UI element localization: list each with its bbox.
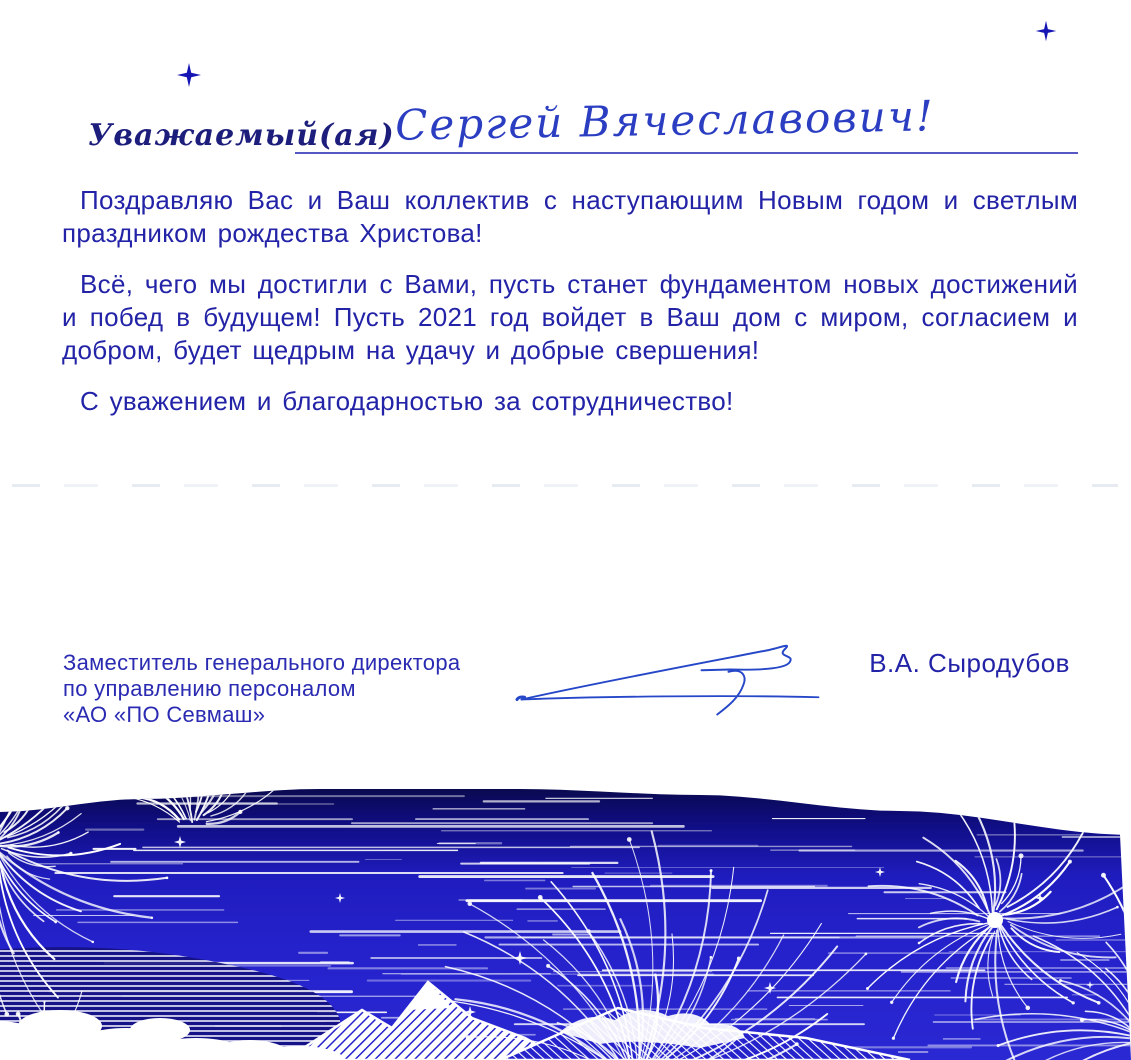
sparkle-star-icon xyxy=(1034,19,1058,43)
paragraph-wishes: Всё, чего мы достигли с Вами, пусть станет фундаментом новых достижений и побед в будущем! Пусть 2021 год войдет в Ваш дом с миром, согласием и добром, будет щедрым на удачу и добрые свершения! xyxy=(62,269,1078,365)
paragraph-gratitude: С уважением и благодарностью за сотрудничество! xyxy=(80,386,734,416)
handwritten-signature xyxy=(505,612,835,742)
greeting-prefix: Уважаемый(ая) xyxy=(88,118,395,153)
fireworks-illustration xyxy=(0,780,1131,1060)
letter-body xyxy=(62,184,1078,436)
sparkle-star-icon xyxy=(175,61,203,89)
signer-title-line: «АО «ПО Севмаш» xyxy=(63,702,266,727)
fill-in-underline xyxy=(295,152,1078,154)
signer-title-line: Заместитель генерального директора xyxy=(63,650,461,675)
signer-title-line: по управлению персоналом xyxy=(63,676,356,701)
signer-title xyxy=(63,650,533,728)
handwritten-name: Сергей Вячеславович! xyxy=(394,91,936,150)
paragraph-congratulation: Поздравляю Вас и Ваш коллектив с наступающим Новым годом и светлым праздником рождества Христова! xyxy=(62,185,1078,248)
fold-crease-line xyxy=(12,484,1118,487)
signer-name: В.А. Сыродубов xyxy=(869,648,1070,678)
